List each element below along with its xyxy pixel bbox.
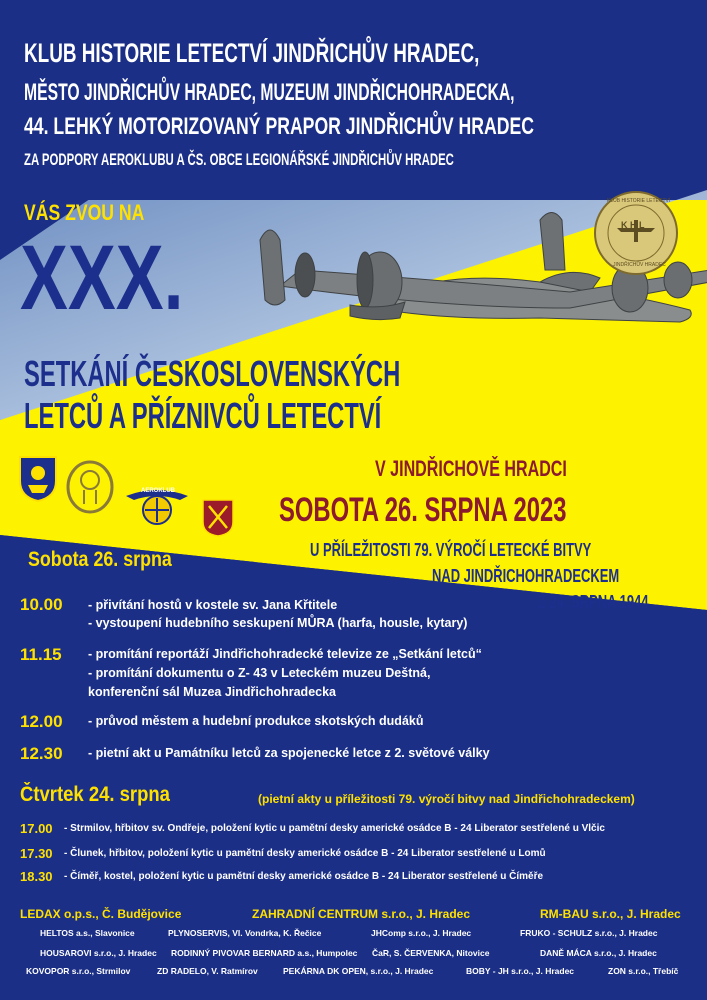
khl-ring-top: KLUB HISTORIE LETECTVÍ	[607, 198, 671, 204]
occasion-line-3: Z 24. SRPNA 1944	[538, 592, 649, 612]
occasion-line-2: NAD JINDŘICHOHRADECKEM	[432, 566, 620, 586]
town-coat-of-arms-icon	[18, 455, 58, 503]
sponsor-row1-1: HELTOS a.s., Slavonice	[40, 928, 135, 938]
support-line: ZA PODPORY AEROKLUBU A ČS. OBCE LEGIONÁŘSKÉ JINDŘICHŮV HRADEC	[24, 150, 454, 169]
event-1115-line-1: - promítání reportáží Jindřichohradecké televize ze „Setkání letců“	[88, 647, 482, 661]
event-1115-line-2: - promítání dokumentu o Z- 43 v Leteckém muzeu Deštná,	[88, 666, 431, 680]
event-time-1115: 11.15	[20, 645, 62, 664]
event-1230-line-1: - pietní akt u Památníku letců za spojenecké letce z 2. světové války	[88, 746, 490, 760]
occasion-line-1: U PŘÍLEŽITOSTI 79. VÝROČÍ LETECKÉ BITVY	[310, 540, 592, 560]
event-time-1730: 17.30	[20, 846, 53, 861]
sponsor-major-2: ZAHRADNÍ CENTRUM s.r.o., J. Hradec	[252, 907, 471, 921]
event-time-1700: 17.00	[20, 821, 53, 836]
sponsor-row3-2: ZD RADELO, V. Ratmírov	[157, 966, 258, 976]
sponsor-row1-3: JHComp s.r.o., J. Hradec	[371, 928, 472, 938]
khl-ring-bottom: JINDŘICHŮV HRADEC	[613, 262, 666, 268]
thursday-heading: Čtvrtek 24. srpna	[20, 783, 170, 806]
saturday-heading: Sobota 26. srpna	[28, 548, 172, 571]
event-1000-line-2: - vystoupení hudebního seskupení MŮRA (harfa, housle, kytary)	[88, 616, 468, 630]
sponsor-row1-4: FRUKO - SCHULZ s.r.o., J. Hradec	[520, 928, 658, 938]
sponsor-row3-5: ZON s.r.o., Třebíč	[608, 966, 679, 976]
organizer-line-1: KLUB HISTORIE LETECTVÍ JINDŘICHŮV HRADEC,	[24, 38, 480, 68]
khl-initials: K H L	[621, 220, 645, 230]
sponsor-row1-2: PLYNOSERVIS, Vl. Vondrka, K. Řečice	[168, 928, 322, 938]
sponsor-major-3: RM-BAU s.r.o., J. Hradec	[540, 907, 681, 921]
event-1830-text: - Číměř, kostel, položení kytic u pamětní desky americké osádce B - 24 Liberator sestřelené u Číměře	[64, 871, 544, 882]
sponsor-row2-2: RODINNÝ PIVOVAR BERNARD a.s., Humpolec	[171, 948, 358, 958]
event-title-line-2: LETCŮ A PŘÍZNIVCŮ LETECTVÍ	[24, 395, 382, 436]
event-1730-text: - Člunek, hřbitov, položení kytic u pamětní desky americké osádce B - 24 Liberator sestřelené u Lomů	[64, 848, 546, 859]
sponsor-row3-4: BOBY - JH s.r.o., J. Hradec	[466, 966, 575, 976]
sponsor-row2-3: ČaR, S. ČERVENKA, Nitovice	[372, 948, 490, 958]
event-1115-line-3: konferenční sál Muzea Jindřichohradecka	[88, 685, 336, 699]
event-1200-line-1: - průvod městem a hudební produkce skotských dudáků	[88, 714, 424, 728]
sponsor-row2-4: DANĚ MÁCA s.r.o., J. Hradec	[540, 948, 657, 958]
invite-text: VÁS ZVOU NA	[24, 200, 145, 225]
location-text: V JINDŘICHOVĚ HRADCI	[375, 456, 567, 481]
legion-emblem-icon	[66, 460, 114, 514]
aeroclub-emblem	[124, 484, 190, 528]
battalion-emblem-icon	[201, 498, 235, 538]
event-title-line-1: SETKÁNÍ ČESKOSLOVENSKÝCH	[24, 353, 401, 394]
event-time-1830: 18.30	[20, 869, 53, 884]
event-time-1000: 10.00	[20, 595, 63, 614]
sponsor-row2-1: HOUSAROVI s.r.o., J. Hradec	[40, 948, 157, 958]
sponsor-major-1: LEDAX o.p.s., Č. Budějovice	[20, 907, 182, 921]
sponsor-row3-3: PEKÁRNA DK OPEN, s.r.o., J. Hradec	[283, 966, 434, 976]
event-time-1230: 12.30	[20, 744, 63, 763]
event-time-1200: 12.00	[20, 712, 63, 731]
event-1000-line-1: - přivítání hostů v kostele sv. Jana Křtitele	[88, 598, 338, 612]
event-date: SOBOTA 26. SRPNA 2023	[279, 491, 567, 529]
organizer-line-2: MĚSTO JINDŘICHŮV HRADEC, MUZEUM JINDŘICHOHRADECKA,	[24, 79, 515, 106]
edition-number: XXX.	[20, 227, 184, 329]
event-1700-text: - Strmilov, hřbitov sv. Ondřeje, položení kytic u pamětní desky americké osádce B - 24 Liberator sestřelené u Vlčic	[64, 823, 605, 834]
organizer-line-3: 44. LEHKÝ MOTORIZOVANÝ PRAPOR JINDŘICHŮV HRADEC	[24, 113, 534, 140]
thursday-note: (pietní akty u příležitosti 79. výročí bitvy nad Jindřichohradeckem)	[258, 792, 635, 806]
khl-club-badge	[593, 190, 679, 276]
aeroclub-label: AEROKLUB	[141, 488, 175, 494]
sponsor-row3-1: KOVOPOR s.r.o., Strmilov	[26, 966, 131, 976]
